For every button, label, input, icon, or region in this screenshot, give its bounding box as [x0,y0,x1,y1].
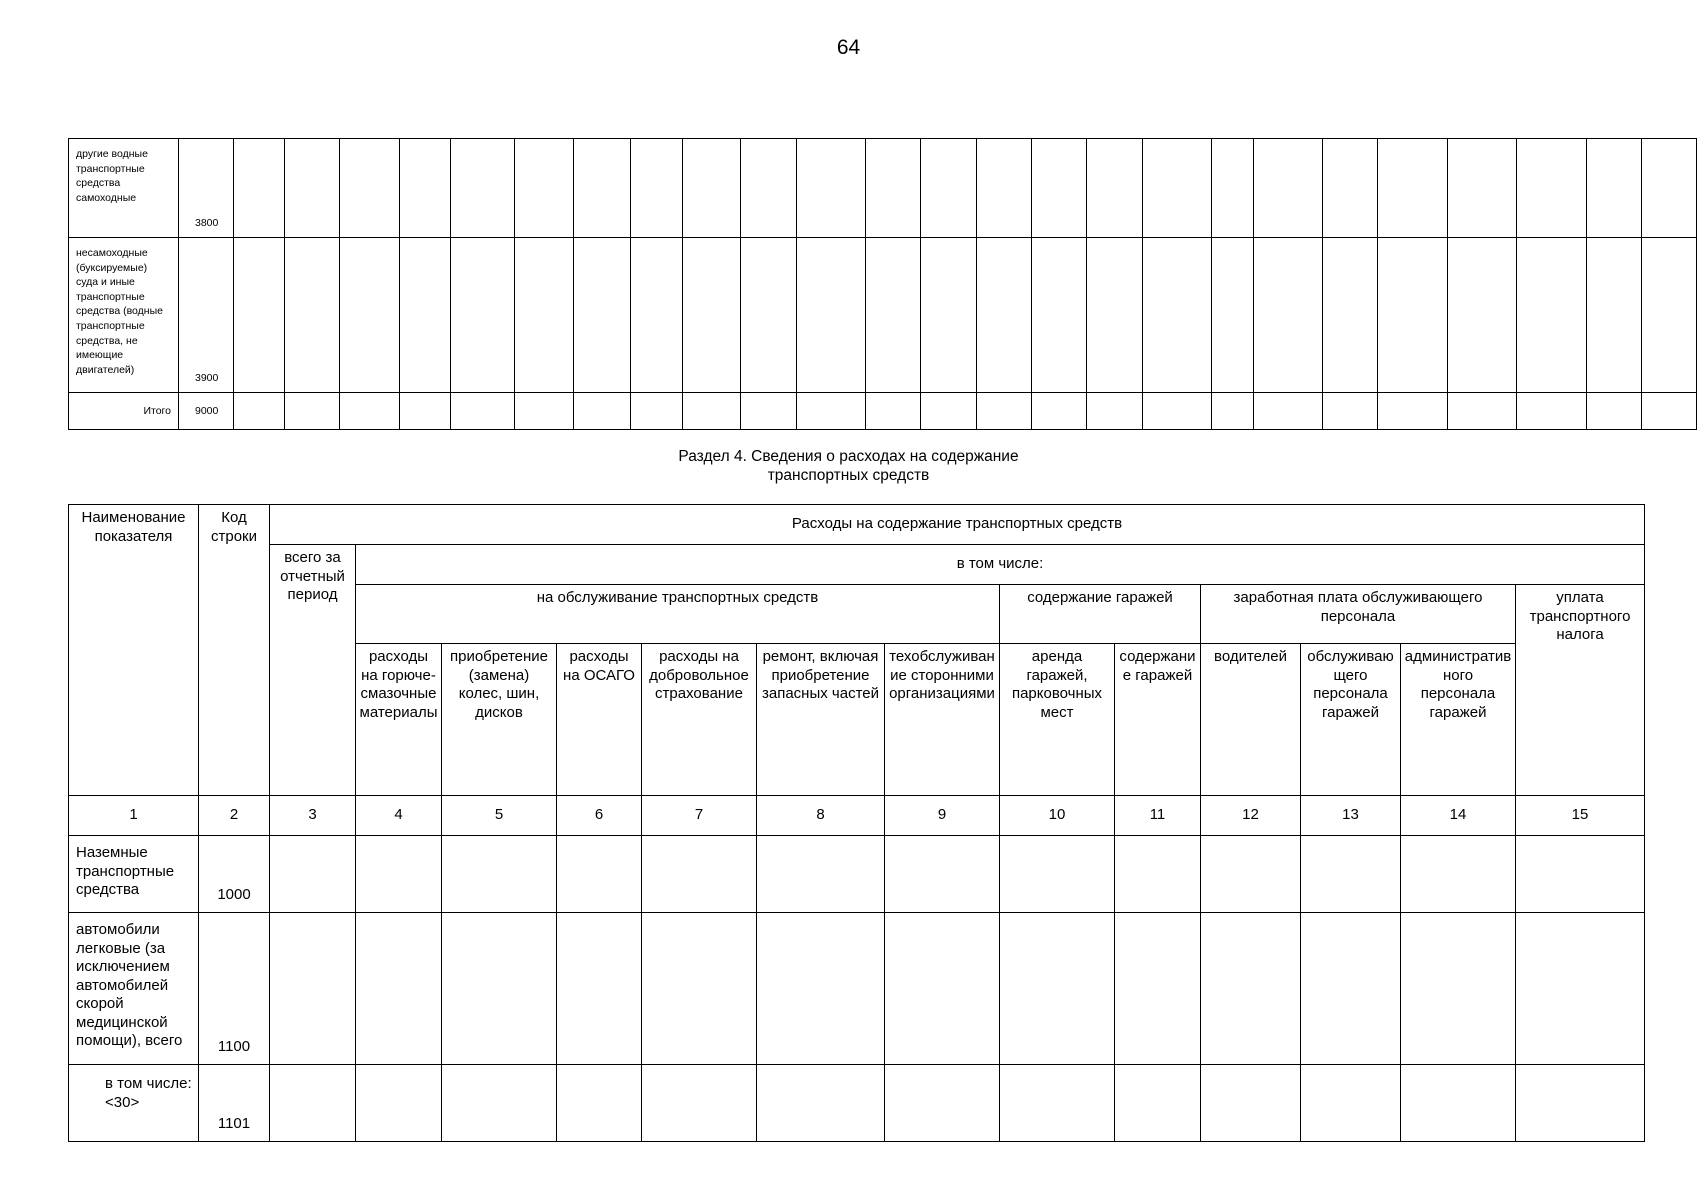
empty-cell [741,393,797,430]
empty-cell [1323,393,1378,430]
header-wheels: приобретение (замена) колес, шин, дисков [442,644,557,796]
empty-cell [631,139,683,238]
empty-cell [557,1065,642,1142]
column-numbers-row [69,796,1645,836]
empty-cell [921,393,977,430]
header-total-period: всего за отчетный период [270,545,356,796]
empty-cell [1323,139,1378,238]
empty-cell [1323,238,1378,393]
header-indicator-name: Наименование показателя [69,505,199,796]
empty-cell [885,836,1000,913]
header-garage-upkeep: содержание гаражей [1115,644,1201,796]
empty-cell [557,836,642,913]
empty-cell [797,238,866,393]
empty-cell [1032,393,1087,430]
header-including: в том числе: [356,545,1645,585]
empty-cell [757,836,885,913]
row-code: 1000 [199,836,270,913]
empty-cell [400,393,451,430]
empty-cell [866,393,921,430]
empty-cell [1212,238,1254,393]
empty-cell [1032,238,1087,393]
empty-cell [885,1065,1000,1142]
empty-cell [515,238,574,393]
header-repair: ремонт, включая приобретение запасных частей [757,644,885,796]
empty-cell [977,139,1032,238]
empty-cell [1587,238,1642,393]
empty-cell [442,836,557,913]
empty-cell [642,836,757,913]
empty-cell [1201,913,1301,1065]
empty-cell [683,139,741,238]
row-name: в том числе: <30> [69,1065,199,1142]
empty-cell [515,139,574,238]
row-name: другие водные транспортные средства самоходные [69,139,179,238]
empty-cell [1401,1065,1516,1142]
header-transport-tax: уплата транспортного налога [1516,585,1645,796]
empty-cell [1201,836,1301,913]
header-garage-admin: административного персонала гаражей [1401,644,1516,796]
empty-cell [866,238,921,393]
table-row [69,836,1645,913]
empty-cell [1301,1065,1401,1142]
empty-cell [1087,139,1143,238]
empty-cell [1401,913,1516,1065]
empty-cell [1115,1065,1201,1142]
empty-cell [285,238,340,393]
empty-cell [356,1065,442,1142]
empty-cell [1516,836,1645,913]
empty-cell [285,393,340,430]
empty-cell [1587,393,1642,430]
table-row [69,1065,1645,1142]
column-number: 1 [69,796,199,836]
empty-cell [1115,836,1201,913]
column-number: 9 [885,796,1000,836]
empty-cell [574,393,631,430]
empty-cell [1000,836,1115,913]
header-garage-staff: обслуживающего персонала гаражей [1301,644,1401,796]
empty-cell [234,238,285,393]
empty-cell [921,139,977,238]
empty-cell [1517,393,1587,430]
column-number: 13 [1301,796,1401,836]
empty-cell [340,393,400,430]
header-fuel: расходы на горюче-смазочные материалы [356,644,442,796]
section-title [0,447,1697,485]
column-number: 11 [1115,796,1201,836]
empty-cell [977,393,1032,430]
table-row [69,139,1697,238]
empty-cell [1143,393,1212,430]
empty-cell [1087,238,1143,393]
empty-cell [1087,393,1143,430]
empty-cell [757,913,885,1065]
table-row [69,393,1697,430]
column-number: 4 [356,796,442,836]
empty-cell [1212,139,1254,238]
expenses-table [68,504,1645,1142]
empty-cell [1378,139,1448,238]
empty-cell [1448,139,1517,238]
empty-cell [1378,393,1448,430]
empty-cell [631,238,683,393]
empty-cell [574,238,631,393]
empty-cell [285,139,340,238]
empty-cell [1516,1065,1645,1142]
empty-cell [340,139,400,238]
empty-cell [1000,913,1115,1065]
empty-cell [1587,139,1642,238]
empty-cell [1143,238,1212,393]
empty-cell [757,1065,885,1142]
section-title-line: транспортных средств [767,467,930,484]
empty-cell [340,238,400,393]
page-number: 64 [836,36,861,59]
empty-cell [683,238,741,393]
empty-cell [234,393,285,430]
row-name: Итого [69,393,179,430]
row-code: 1101 [199,1065,270,1142]
empty-cell [451,139,515,238]
column-number: 5 [442,796,557,836]
empty-cell [1401,836,1516,913]
column-number: 8 [757,796,885,836]
header-line-code: Код строки [199,505,270,796]
empty-cell [1378,238,1448,393]
empty-cell [574,139,631,238]
header-drivers: водителей [1201,644,1301,796]
empty-cell [1254,238,1323,393]
header-maintenance-group: на обслуживание транспортных средств [356,585,1000,644]
empty-cell [1212,393,1254,430]
row-name: несамоходные (буксируемые) суда и иные транспортные средства (водные транспортные средства, не имеющие двигателей) [69,238,179,393]
empty-cell [1642,139,1697,238]
empty-cell [1516,913,1645,1065]
empty-cell [442,1065,557,1142]
header-expenses-group: Расходы на содержание транспортных средств [270,505,1645,545]
empty-cell [741,139,797,238]
empty-cell [451,238,515,393]
empty-cell [400,139,451,238]
row-name: Наземные транспортные средства [69,836,199,913]
empty-cell [1000,1065,1115,1142]
empty-cell [1642,238,1697,393]
empty-cell [866,139,921,238]
empty-cell [270,836,356,913]
row-code: 3800 [179,139,234,238]
empty-cell [1254,393,1323,430]
header-garage-rent: аренда гаражей, парковочных мест [1000,644,1115,796]
empty-cell [1201,1065,1301,1142]
empty-cell [1301,913,1401,1065]
column-number: 15 [1516,796,1645,836]
empty-cell [1448,393,1517,430]
column-number: 14 [1401,796,1516,836]
empty-cell [797,139,866,238]
empty-cell [1143,139,1212,238]
empty-cell [515,393,574,430]
header-osago: расходы на ОСАГО [557,644,642,796]
row-code: 1100 [199,913,270,1065]
empty-cell [1642,393,1697,430]
column-number: 12 [1201,796,1301,836]
empty-cell [885,913,1000,1065]
empty-cell [442,913,557,1065]
continuation-table [68,138,1697,430]
empty-cell [1115,913,1201,1065]
column-number: 3 [270,796,356,836]
header-salary-group: заработная плата обслуживающего персонала [1201,585,1516,644]
empty-cell [400,238,451,393]
empty-cell [631,393,683,430]
column-number: 6 [557,796,642,836]
empty-cell [356,913,442,1065]
section-title-line: Раздел 4. Сведения о расходах на содержание [678,448,1019,465]
empty-cell [741,238,797,393]
empty-cell [1448,238,1517,393]
table-row [69,238,1697,393]
column-number: 7 [642,796,757,836]
empty-cell [557,913,642,1065]
table-row [69,913,1645,1065]
empty-cell [977,238,1032,393]
empty-cell [451,393,515,430]
empty-cell [797,393,866,430]
header-garages-group: содержание гаражей [1000,585,1201,644]
header-third-party-service: техобслуживание сторонними организациями [885,644,1000,796]
column-number: 2 [199,796,270,836]
empty-cell [356,836,442,913]
empty-cell [1301,836,1401,913]
empty-cell [1032,139,1087,238]
empty-cell [1517,238,1587,393]
empty-cell [270,1065,356,1142]
row-code: 9000 [179,393,234,430]
empty-cell [270,913,356,1065]
empty-cell [683,393,741,430]
empty-cell [1254,139,1323,238]
column-number: 10 [1000,796,1115,836]
empty-cell [642,913,757,1065]
header-voluntary-insurance: расходы на добровольное страхование [642,644,757,796]
row-code: 3900 [179,238,234,393]
empty-cell [1517,139,1587,238]
empty-cell [921,238,977,393]
row-name: автомобили легковые (за исключением автомобилей скорой медицинской помощи), всего [69,913,199,1065]
empty-cell [234,139,285,238]
empty-cell [642,1065,757,1142]
